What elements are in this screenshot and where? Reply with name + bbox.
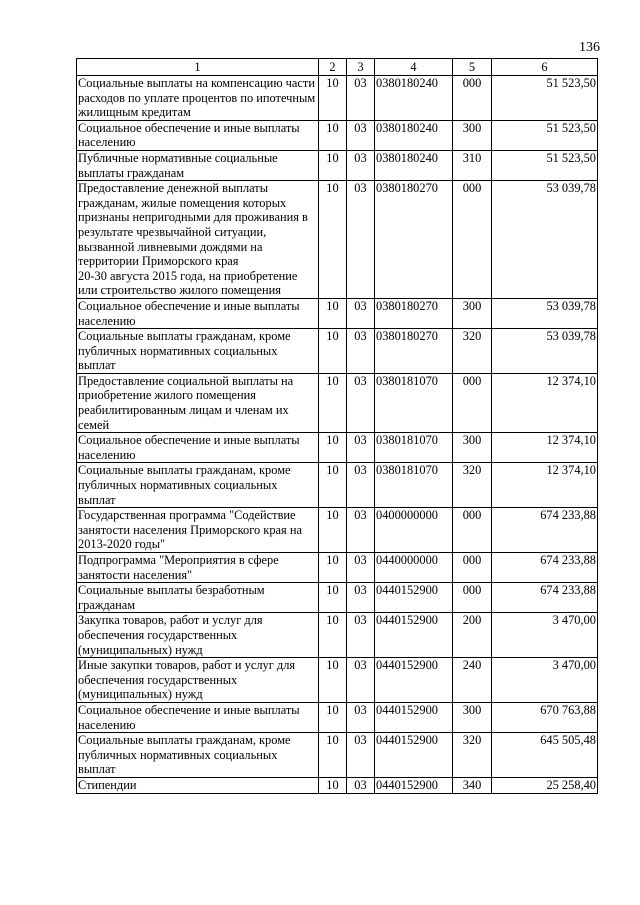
row-name: Предоставление социальной выплаты на приобретение жилого помещения реабилитированным лицам и членам их семей: [77, 373, 319, 432]
row-name: Социальное обеспечение и иные выплаты населению: [77, 120, 319, 150]
row-section-code: 10: [319, 613, 347, 658]
row-name: Государственная программа "Содействие занятости населения Приморского края на 2013-2020 годы": [77, 508, 319, 553]
row-target-article-code: 0440152900: [375, 733, 453, 778]
row-section-code: 10: [319, 463, 347, 508]
row-expense-type-code: 310: [453, 150, 492, 180]
table-row: [77, 463, 598, 508]
row-subsection-code: 03: [347, 120, 375, 150]
row-name: Предоставление денежной выплаты гражданам, жилые помещения которых признаны непригодными для проживания в результате чрезвычайной ситуации, вызванной ливневыми дождями на территории Приморского края 20-30 августа 2015 года, на приобретение или строительство жилого помещения: [77, 181, 319, 299]
row-section-code: 10: [319, 433, 347, 463]
row-name: Стипендии: [77, 777, 319, 793]
row-amount: 674 233,88: [492, 553, 598, 583]
row-subsection-code: 03: [347, 702, 375, 732]
row-section-code: 10: [319, 777, 347, 793]
row-expense-type-code: 000: [453, 583, 492, 613]
row-name: Социальное обеспечение и иные выплаты населению: [77, 433, 319, 463]
row-expense-type-code: 320: [453, 329, 492, 374]
row-subsection-code: 03: [347, 613, 375, 658]
row-section-code: 10: [319, 733, 347, 778]
row-name: Социальные выплаты на компенсацию части расходов по уплате процентов по ипотечным жилищным кредитам: [77, 76, 319, 121]
row-subsection-code: 03: [347, 76, 375, 121]
row-amount: 53 039,78: [492, 181, 598, 299]
row-target-article-code: 0440152900: [375, 702, 453, 732]
row-amount: 3 470,00: [492, 658, 598, 703]
row-expense-type-code: 240: [453, 658, 492, 703]
table-row: [77, 150, 598, 180]
row-expense-type-code: 000: [453, 76, 492, 121]
table-row: [77, 613, 598, 658]
row-target-article-code: 0380180240: [375, 120, 453, 150]
row-target-article-code: 0440152900: [375, 777, 453, 793]
row-expense-type-code: 320: [453, 733, 492, 778]
row-target-article-code: 0380181070: [375, 433, 453, 463]
column-header-2: 2: [319, 59, 347, 76]
row-amount: 51 523,50: [492, 76, 598, 121]
table-row: [77, 181, 598, 299]
row-expense-type-code: 000: [453, 181, 492, 299]
row-target-article-code: 0400000000: [375, 508, 453, 553]
column-header-6: 6: [492, 59, 598, 76]
table-body: [77, 76, 598, 794]
table-row: [77, 76, 598, 121]
row-section-code: 10: [319, 298, 347, 328]
row-section-code: 10: [319, 329, 347, 374]
table-row: [77, 777, 598, 793]
row-name: Подпрограмма "Мероприятия в сфере занятости населения": [77, 553, 319, 583]
row-expense-type-code: 000: [453, 553, 492, 583]
row-amount: 645 505,48: [492, 733, 598, 778]
column-header-4: 4: [375, 59, 453, 76]
table-row: [77, 298, 598, 328]
row-section-code: 10: [319, 120, 347, 150]
table-row: [77, 553, 598, 583]
row-amount: 670 763,88: [492, 702, 598, 732]
table-row: [77, 329, 598, 374]
row-target-article-code: 0380180270: [375, 181, 453, 299]
page-number: 136: [579, 40, 600, 55]
row-subsection-code: 03: [347, 777, 375, 793]
row-amount: 674 233,88: [492, 508, 598, 553]
row-expense-type-code: 200: [453, 613, 492, 658]
row-subsection-code: 03: [347, 181, 375, 299]
row-amount: 12 374,10: [492, 463, 598, 508]
row-subsection-code: 03: [347, 553, 375, 583]
row-target-article-code: 0380181070: [375, 373, 453, 432]
row-subsection-code: 03: [347, 329, 375, 374]
table-row: [77, 373, 598, 432]
row-target-article-code: 0440152900: [375, 658, 453, 703]
row-name: Социальные выплаты гражданам, кроме публичных нормативных социальных выплат: [77, 329, 319, 374]
row-subsection-code: 03: [347, 150, 375, 180]
table-row: [77, 433, 598, 463]
row-target-article-code: 0380181070: [375, 463, 453, 508]
row-section-code: 10: [319, 658, 347, 703]
table-row: [77, 508, 598, 553]
column-header-5: 5: [453, 59, 492, 76]
row-section-code: 10: [319, 150, 347, 180]
row-name: Социальное обеспечение и иные выплаты населению: [77, 702, 319, 732]
row-name: Закупка товаров, работ и услуг для обеспечения государственных (муниципальных) нужд: [77, 613, 319, 658]
column-header-1: 1: [77, 59, 319, 76]
row-amount: 53 039,78: [492, 329, 598, 374]
row-subsection-code: 03: [347, 733, 375, 778]
row-expense-type-code: 320: [453, 463, 492, 508]
row-expense-type-code: 000: [453, 508, 492, 553]
column-header-3: 3: [347, 59, 375, 76]
row-target-article-code: 0380180270: [375, 298, 453, 328]
row-subsection-code: 03: [347, 433, 375, 463]
row-amount: 53 039,78: [492, 298, 598, 328]
row-name: Социальные выплаты безработным гражданам: [77, 583, 319, 613]
table-row: [77, 583, 598, 613]
row-expense-type-code: 300: [453, 433, 492, 463]
table-row: [77, 702, 598, 732]
row-target-article-code: 0440152900: [375, 613, 453, 658]
row-name: Публичные нормативные социальные выплаты гражданам: [77, 150, 319, 180]
table-row: [77, 658, 598, 703]
row-expense-type-code: 300: [453, 298, 492, 328]
row-expense-type-code: 300: [453, 120, 492, 150]
row-target-article-code: 0440000000: [375, 553, 453, 583]
row-section-code: 10: [319, 553, 347, 583]
row-section-code: 10: [319, 508, 347, 553]
row-subsection-code: 03: [347, 298, 375, 328]
row-amount: 12 374,10: [492, 433, 598, 463]
row-target-article-code: 0380180240: [375, 76, 453, 121]
table-header-row: [77, 59, 598, 76]
row-name: Социальное обеспечение и иные выплаты населению: [77, 298, 319, 328]
row-section-code: 10: [319, 181, 347, 299]
row-section-code: 10: [319, 373, 347, 432]
row-name: Социальные выплаты гражданам, кроме публичных нормативных социальных выплат: [77, 733, 319, 778]
row-amount: 12 374,10: [492, 373, 598, 432]
row-name: Социальные выплаты гражданам, кроме публичных нормативных социальных выплат: [77, 463, 319, 508]
row-target-article-code: 0440152900: [375, 583, 453, 613]
budget-table: [76, 58, 598, 794]
row-amount: 674 233,88: [492, 583, 598, 613]
row-amount: 3 470,00: [492, 613, 598, 658]
row-amount: 51 523,50: [492, 150, 598, 180]
row-expense-type-code: 340: [453, 777, 492, 793]
row-subsection-code: 03: [347, 508, 375, 553]
row-subsection-code: 03: [347, 583, 375, 613]
row-expense-type-code: 300: [453, 702, 492, 732]
table-row: [77, 733, 598, 778]
row-target-article-code: 0380180270: [375, 329, 453, 374]
row-expense-type-code: 000: [453, 373, 492, 432]
row-subsection-code: 03: [347, 658, 375, 703]
table-row: [77, 120, 598, 150]
row-amount: 51 523,50: [492, 120, 598, 150]
row-subsection-code: 03: [347, 463, 375, 508]
row-section-code: 10: [319, 583, 347, 613]
row-name: Иные закупки товаров, работ и услуг для обеспечения государственных (муниципальных) нужд: [77, 658, 319, 703]
row-subsection-code: 03: [347, 373, 375, 432]
row-section-code: 10: [319, 76, 347, 121]
row-target-article-code: 0380180240: [375, 150, 453, 180]
row-amount: 25 258,40: [492, 777, 598, 793]
row-section-code: 10: [319, 702, 347, 732]
